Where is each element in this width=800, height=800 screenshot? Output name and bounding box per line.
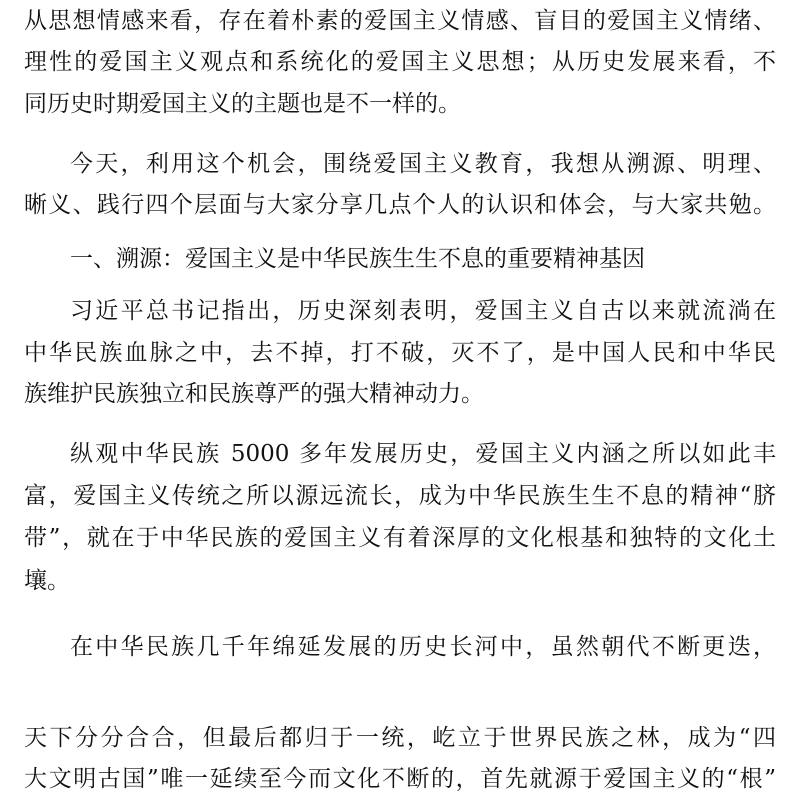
paragraph-line-12: 带”，就在于中华民族的爱国主义有着深厚的文化根基和独特的文化土 [24, 525, 776, 551]
paragraph-line-4: 今天，利用这个机会，围绕爱国主义教育，我想从溯源、明理、 [70, 151, 776, 177]
section-heading-1: 一、溯源：爱国主义是中华民族生生不息的重要精神基因 [70, 246, 645, 272]
paragraph-line-3: 同历史时期爱国主义的主题也是不一样的。 [24, 91, 461, 117]
paragraph-line-15: 天下分分合合，但最后都归于一统，屹立于世界民族之林，成为“四 [24, 725, 776, 751]
paragraph-line-11: 富，爱国主义传统之所以源远流长，成为中华民族生生不息的精神“脐 [24, 483, 776, 509]
paragraph-line-5: 晰义、践行四个层面与大家分享几点个人的认识和体会，与大家共勉。 [24, 192, 776, 218]
paragraph-line-16: 大文明古国”唯一延续至今而文化不断的，首先就源于爱国主义的“根” [24, 766, 776, 792]
paragraph-line-14: 在中华民族几千年绵延发展的历史长河中，虽然朝代不断更迭， [70, 634, 776, 660]
paragraph-line-2: 理性的爱国主义观点和系统化的爱国主义思想；从历史发展来看，不 [24, 49, 776, 75]
paragraph-line-10: 纵观中华民族 5000 多年发展历史，爱国主义内涵之所以如此丰 [70, 441, 776, 467]
paragraph-line-9: 族维护民族独立和民族尊严的强大精神动力。 [24, 381, 484, 407]
paragraph-line-7: 习近平总书记指出，历史深刻表明，爱国主义自古以来就流淌在 [70, 298, 776, 324]
paragraph-line-13: 壤。 [24, 568, 70, 594]
paragraph-line-8: 中华民族血脉之中，去不掉，打不破，灭不了，是中国人民和中华民 [24, 340, 776, 366]
paragraph-line-1: 从思想情感来看，存在着朴素的爱国主义情感、盲目的爱国主义情绪、 [24, 8, 776, 34]
